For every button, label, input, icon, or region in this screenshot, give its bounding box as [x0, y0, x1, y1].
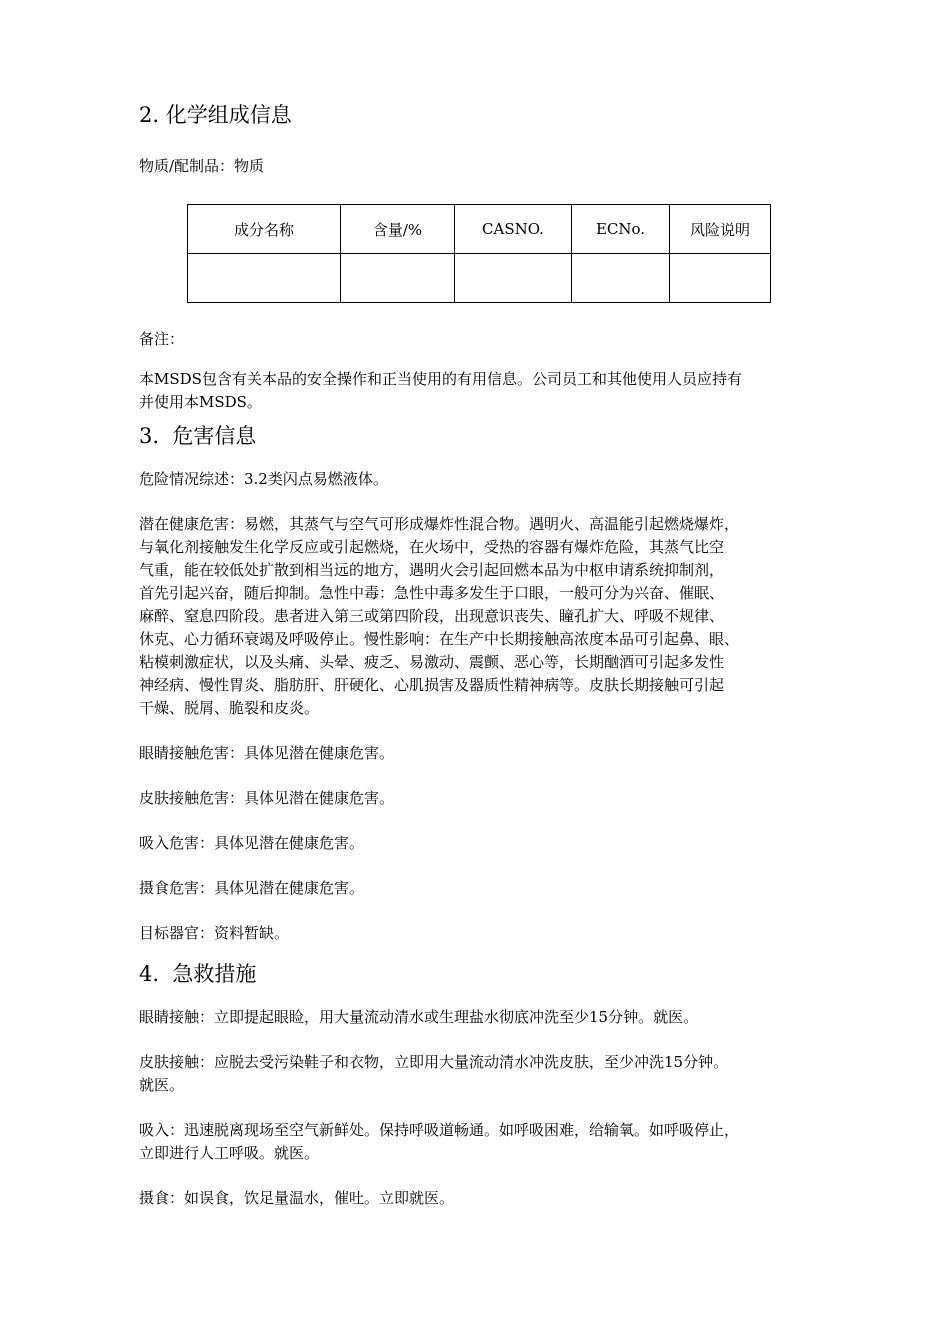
- section-4-body: [139, 1006, 815, 1210]
- health-hazard-line: 神经病、慢性胃炎、脂肪肝、肝硬化、心肌损害及器质性精神病等。皮肤长期接触可引起: [139, 676, 725, 694]
- msds-note-line: 并使用本MSDS。: [139, 393, 262, 411]
- health-hazard-line: 粘模刺激症状，以及头痛、头晕、疲乏、易激动、震颤、恶心等，长期酗酒可引起多发性: [139, 653, 725, 671]
- first-aid-ingestion-line: 摄食：如误食，饮足量温水，催吐。立即就医。: [139, 1189, 455, 1207]
- table-cell: [188, 254, 341, 303]
- section-4-heading: 4. 急救措施: [139, 962, 257, 986]
- first-aid-eye-line: 眼睛接触：立即提起眼睑，用大量流动清水或生理盐水彻底冲洗至少15分钟。就医。: [139, 1008, 699, 1026]
- inhalation-hazard: 吸入危害：具体见潜在健康危害。: [139, 834, 365, 852]
- table-cell: [572, 254, 670, 303]
- target-organs: 目标器官：资料暂缺。: [139, 924, 290, 942]
- note-label: 备注：: [139, 330, 185, 348]
- health-hazard-line: 与氧化剂接触发生化学反应或引起燃烧，在火场中，受热的容器有爆炸危险，其蒸气比空: [139, 538, 725, 556]
- table-cell: [455, 254, 572, 303]
- ingestion-hazard: 摄食危害：具体见潜在健康危害。: [139, 879, 365, 897]
- composition-table: [187, 204, 771, 303]
- section-2-heading: 2. 化学组成信息: [139, 103, 292, 127]
- first-aid-inhalation-line: 吸入：迅速脱离现场至空气新鲜处。保持呼吸道畅通。如呼吸困难，给输氧。如呼吸停止，: [139, 1121, 740, 1139]
- table-header-cell: ECNo.: [572, 205, 670, 254]
- first-aid-skin: [139, 1051, 815, 1097]
- first-aid-skin-line: 就医。: [139, 1076, 185, 1094]
- eye-contact-hazard: 眼睛接触危害：具体见潜在健康危害。: [139, 744, 395, 762]
- first-aid-inhalation-line: 立即进行人工呼吸。就医。: [139, 1144, 320, 1162]
- section-3-heading: 3. 危害信息: [139, 424, 257, 448]
- first-aid-inhalation: [139, 1119, 815, 1165]
- table-cell: [341, 254, 455, 303]
- health-hazard: [139, 513, 815, 720]
- table-header-cell: CASNO.: [455, 205, 572, 254]
- first-aid-ingestion: [139, 1187, 815, 1210]
- table-header-cell: 含量/%: [341, 205, 455, 254]
- health-hazard-line: 休克、心力循环衰竭及呼吸停止。慢性影响：在生产中长期接触高浓度本品可引起鼻、眼、: [139, 630, 740, 648]
- substance-type: 物质/配制品：物质: [139, 157, 265, 175]
- health-hazard-line: 气重，能在较低处扩散到相当远的地方，遇明火会引起回燃本品为中枢申请系统抑制剂，: [139, 561, 725, 579]
- first-aid-eye: [139, 1006, 815, 1029]
- msds-note: [139, 368, 815, 414]
- health-hazard-line: 干燥、脱屑、脆裂和皮炎。: [139, 699, 320, 717]
- table-row: [188, 254, 771, 303]
- health-hazard-line: 麻醉、窒息四阶段。患者进入第三或第四阶段，出现意识丧失、瞳孔扩大、呼吸不规律、: [139, 607, 725, 625]
- table-cell: [670, 254, 771, 303]
- skin-contact-hazard: 皮肤接触危害：具体见潜在健康危害。: [139, 789, 395, 807]
- health-hazard-line: 首先引起兴奋，随后抑制。急性中毒：急性中毒多发生于口眼，一般可分为兴奋、催眠、: [139, 584, 725, 602]
- hazard-overview: 危险情况综述：3.2类闪点易燃液体。: [139, 470, 388, 488]
- section-3-body: [139, 468, 815, 945]
- document-content: [139, 98, 815, 1210]
- health-hazard-line: 潜在健康危害：易燃，其蒸气与空气可形成爆炸性混合物。遇明火、高温能引起燃烧爆炸，: [139, 515, 740, 533]
- table-header-row: [188, 205, 771, 254]
- msds-note-line: 本MSDS包含有关本品的安全操作和正当使用的有用信息。公司员工和其他使用人员应持有: [139, 370, 742, 388]
- table-header-cell: 成分名称: [188, 205, 341, 254]
- table-header-cell: 风险说明: [670, 205, 771, 254]
- first-aid-skin-line: 皮肤接触：应脱去受污染鞋子和衣物，立即用大量流动清水冲洗皮肤，至少冲洗15分钟。: [139, 1053, 729, 1071]
